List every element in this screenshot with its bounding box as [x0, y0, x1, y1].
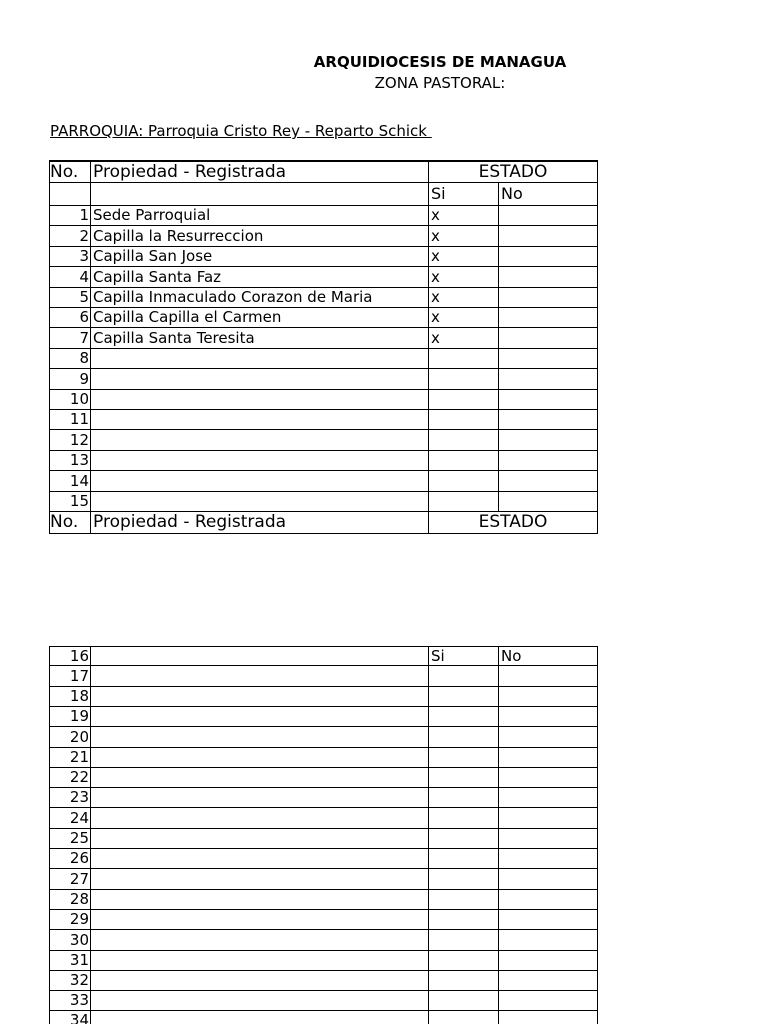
- estado-si-cell: x: [429, 308, 499, 327]
- row-number: 13: [49, 451, 91, 470]
- estado-no-cell: [499, 727, 598, 747]
- propiedad-footer: Propiedad - Registrada: [91, 512, 429, 533]
- estado-no-cell: [499, 267, 598, 287]
- estado-si-cell: [429, 991, 499, 1010]
- property-name: [91, 829, 429, 848]
- no-header: No.: [49, 162, 91, 182]
- estado-no-cell: [499, 247, 598, 266]
- property-name: [91, 410, 429, 429]
- estado-no-cell: [499, 930, 598, 950]
- estado-no-cell: [499, 829, 598, 848]
- estado-no-cell: [499, 991, 598, 1010]
- row-number: 9: [49, 369, 91, 389]
- table-row: [49, 349, 598, 369]
- property-name: [91, 369, 429, 389]
- property-name: Capilla Santa Faz: [91, 267, 429, 287]
- estado-no-cell: [499, 288, 598, 307]
- estado-si-cell: [429, 890, 499, 909]
- row-number: 15: [49, 492, 91, 511]
- estado-no-cell: [499, 226, 598, 246]
- estado-si-cell: x: [429, 247, 499, 266]
- estado-no-cell: [499, 748, 598, 767]
- property-name: Capilla la Resurreccion: [91, 226, 429, 246]
- table-row: [49, 267, 598, 288]
- table-row: [49, 410, 598, 430]
- row-number: 17: [49, 666, 91, 686]
- row-number: 27: [49, 869, 91, 889]
- table-row: [49, 666, 598, 687]
- estado-no-cell: [499, 869, 598, 889]
- row-number: 28: [49, 890, 91, 909]
- property-name: Capilla Inmaculado Corazon de Maria: [91, 288, 429, 307]
- table-row: [49, 206, 598, 226]
- estado-si-cell: [429, 1011, 499, 1024]
- estado-no-cell: [499, 707, 598, 726]
- table-row: [49, 492, 598, 512]
- no-footer: No.: [49, 512, 91, 533]
- subheader-row: [49, 183, 598, 206]
- property-name: [91, 788, 429, 807]
- estado-si-cell: [429, 707, 499, 726]
- property-name: [91, 687, 429, 706]
- estado-si-cell: [429, 471, 499, 491]
- estado-no-cell: [499, 808, 598, 828]
- estado-si-cell: [429, 808, 499, 828]
- property-name: [91, 890, 429, 909]
- estado-si-cell: [429, 768, 499, 787]
- parroquia-line: PARROQUIA: Parroquia Cristo Rey - Reparto Schick: [50, 122, 432, 140]
- estado-no-cell: [499, 390, 598, 409]
- estado-si-cell: [429, 951, 499, 970]
- estado-no-cell: [499, 349, 598, 368]
- row-number: 20: [49, 727, 91, 747]
- header-row: [49, 160, 598, 183]
- estado-si-cell: x: [429, 267, 499, 287]
- row-number: 31: [49, 951, 91, 970]
- property-name: Capilla San Jose: [91, 247, 429, 266]
- estado-si-cell: x: [429, 206, 499, 225]
- property-name: [91, 748, 429, 767]
- table-row: [49, 451, 598, 471]
- row-number: 22: [49, 768, 91, 787]
- table-row: [49, 951, 598, 971]
- estado-no-cell: [499, 328, 598, 348]
- table-row: [49, 788, 598, 808]
- row-number: 5: [49, 288, 91, 307]
- property-name: [91, 707, 429, 726]
- estado-si-cell: [429, 788, 499, 807]
- property-name: [91, 390, 429, 409]
- row-number: 2: [49, 226, 91, 246]
- row-number: 23: [49, 788, 91, 807]
- estado-si-cell: [429, 971, 499, 990]
- estado-si-cell: [429, 748, 499, 767]
- propiedad-subheader-cell: [91, 183, 429, 205]
- estado-si-cell: [429, 390, 499, 409]
- estado-si-cell: [429, 930, 499, 950]
- zona-pastoral-label: ZONA PASTORAL:: [374, 74, 506, 92]
- estado-no-cell: [499, 369, 598, 389]
- estado-si-cell: [429, 910, 499, 929]
- row-number: 19: [49, 707, 91, 726]
- row-number: 24: [49, 808, 91, 828]
- row-number: 1: [49, 206, 91, 225]
- estado-no-cell: [499, 687, 598, 706]
- table-row: [49, 390, 598, 410]
- row-number: 10: [49, 390, 91, 409]
- estado-no-cell: [499, 471, 598, 491]
- estado-si-cell: [429, 451, 499, 470]
- property-name: [91, 808, 429, 828]
- table-row: [49, 288, 598, 308]
- estado-no-cell: [499, 910, 598, 929]
- property-name: [91, 647, 429, 665]
- table-row: [49, 1011, 598, 1024]
- estado-si-cell: [429, 849, 499, 868]
- row-number: 3: [49, 247, 91, 266]
- table-row: [49, 226, 598, 247]
- estado-no-cell: [499, 788, 598, 807]
- property-name: [91, 930, 429, 950]
- estado-no-cell: [499, 951, 598, 970]
- estado-si-cell: [429, 430, 499, 450]
- estado-no-cell: [499, 206, 598, 225]
- property-name: [91, 492, 429, 511]
- footer-row: [49, 512, 598, 534]
- estado-no-cell: [499, 890, 598, 909]
- no-subheader-cell: [49, 183, 91, 205]
- estado-no-cell: [499, 430, 598, 450]
- estado-no-cell: No: [499, 647, 598, 665]
- row-number: 29: [49, 910, 91, 929]
- estado-no-cell: [499, 768, 598, 787]
- property-name: [91, 849, 429, 868]
- estado-no-cell: [499, 971, 598, 990]
- property-name: [91, 430, 429, 450]
- estado-si-cell: [429, 687, 499, 706]
- property-name: [91, 951, 429, 970]
- table-row: [49, 247, 598, 267]
- row-number: 18: [49, 687, 91, 706]
- table-row: [49, 707, 598, 727]
- row-number: 12: [49, 430, 91, 450]
- row-number: 14: [49, 471, 91, 491]
- table-row: [49, 748, 598, 768]
- estado-footer: ESTADO: [429, 512, 598, 533]
- property-name: Sede Parroquial: [91, 206, 429, 225]
- estado-si-cell: x: [429, 288, 499, 307]
- table-row: [49, 687, 598, 707]
- row-number: 26: [49, 849, 91, 868]
- property-name: Capilla Santa Teresita: [91, 328, 429, 348]
- row-number: 25: [49, 829, 91, 848]
- table-row: [49, 808, 598, 829]
- row-number: 32: [49, 971, 91, 990]
- estado-si-cell: [429, 410, 499, 429]
- row-number: 33: [49, 991, 91, 1010]
- property-name: [91, 1011, 429, 1024]
- estado-no-cell: [499, 849, 598, 868]
- propiedad-header: Propiedad - Registrada: [91, 162, 429, 182]
- property-name: [91, 971, 429, 990]
- table-row: [49, 328, 598, 349]
- property-name: [91, 451, 429, 470]
- estado-si-cell: [429, 349, 499, 368]
- property-name: [91, 349, 429, 368]
- row-number: 34: [49, 1011, 91, 1024]
- row-number: 30: [49, 930, 91, 950]
- property-name: [91, 727, 429, 747]
- property-name: [91, 869, 429, 889]
- estado-si-cell: Si: [429, 647, 499, 665]
- estado-no-cell: [499, 492, 598, 511]
- estado-no-cell: [499, 1011, 598, 1024]
- table-row: [49, 829, 598, 849]
- estado-no-cell: [499, 666, 598, 686]
- property-name: [91, 910, 429, 929]
- row-number: 4: [49, 267, 91, 287]
- row-number: 21: [49, 748, 91, 767]
- estado-si-cell: [429, 666, 499, 686]
- si-column-header: Si: [429, 183, 499, 205]
- property-name: [91, 471, 429, 491]
- no-column-header: No: [499, 183, 598, 205]
- table-row: [49, 471, 598, 492]
- table-row: [49, 849, 598, 869]
- estado-no-cell: [499, 410, 598, 429]
- row-number: 6: [49, 308, 91, 327]
- estado-si-cell: [429, 492, 499, 511]
- row-number: 7: [49, 328, 91, 348]
- table-row: [49, 646, 598, 666]
- table-row: [49, 890, 598, 910]
- estado-si-cell: [429, 369, 499, 389]
- estado-header: ESTADO: [429, 162, 598, 182]
- estado-si-cell: [429, 829, 499, 848]
- page-title: ARQUIDIOCESIS DE MANAGUA: [313, 53, 567, 71]
- table-row: [49, 430, 598, 451]
- property-name: Capilla Capilla el Carmen: [91, 308, 429, 327]
- estado-si-cell: [429, 869, 499, 889]
- table-row: [49, 369, 598, 390]
- estado-no-cell: [499, 451, 598, 470]
- row-number: 16: [49, 647, 91, 665]
- property-name: [91, 991, 429, 1010]
- table-row: [49, 991, 598, 1011]
- property-name: [91, 666, 429, 686]
- estado-si-cell: x: [429, 226, 499, 246]
- property-name: [91, 768, 429, 787]
- table-row: [49, 971, 598, 991]
- table-row: [49, 869, 598, 890]
- estado-no-cell: [499, 308, 598, 327]
- row-number: 8: [49, 349, 91, 368]
- table-row: [49, 727, 598, 748]
- estado-si-cell: [429, 727, 499, 747]
- table-row: [49, 930, 598, 951]
- row-number: 11: [49, 410, 91, 429]
- estado-si-cell: x: [429, 328, 499, 348]
- table-row: [49, 768, 598, 788]
- table-row: [49, 910, 598, 930]
- table-row: [49, 308, 598, 328]
